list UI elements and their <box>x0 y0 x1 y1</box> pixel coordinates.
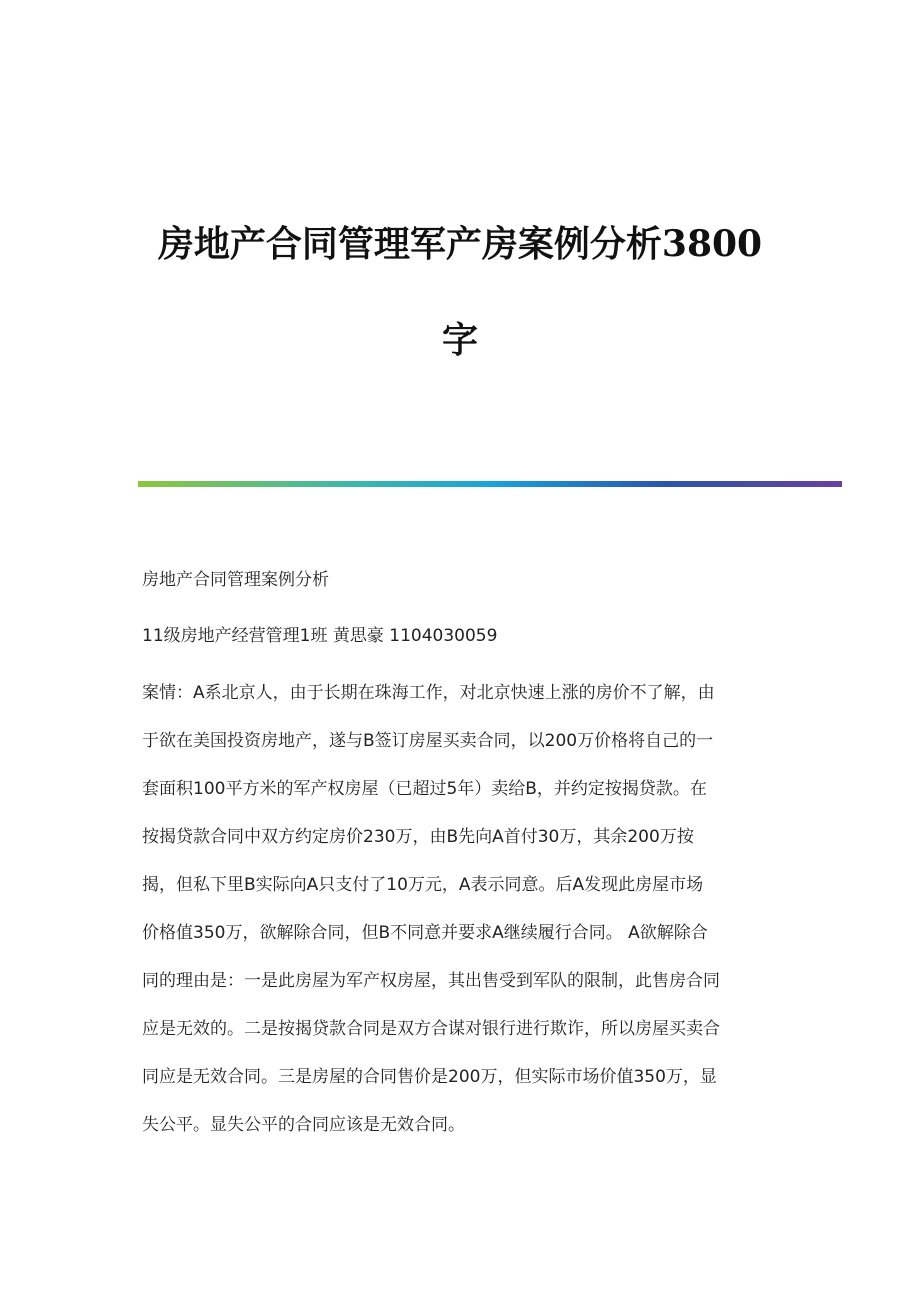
section-subtitle: 房地产合同管理案例分析 <box>142 570 329 590</box>
paragraph-line: 价格值350万，欲解除合同，但B不同意并要求A继续履行合同。 A欲解除合 <box>142 923 708 943</box>
paragraph-line: 套面积100平方米的军产权房屋（已超过5年）卖给B，并约定按揭贷款。在 <box>142 779 707 799</box>
paragraph-line: 按揭贷款合同中双方约定房价230万，由B先向A首付30万，其余200万按 <box>142 827 694 847</box>
paragraph-line: 同应是无效合同。三是房屋的合同售价是200万，但实际市场价值350万，显 <box>142 1067 717 1087</box>
document-title-line-2: 字 <box>441 319 478 361</box>
author-line: 11级房地产经营管理1班 黄思豪 1104030059 <box>142 626 498 646</box>
document-title-line-1: 房地产合同管理军产房案例分析3800 <box>157 223 763 265</box>
paragraph-line: 应是无效的。二是按揭贷款合同是双方合谋对银行进行欺诈，所以房屋买卖合 <box>142 1019 720 1039</box>
gradient-divider <box>138 481 842 487</box>
paragraph-line: 同的理由是：一是此房屋为军产权房屋，其出售受到军队的限制，此售房合同 <box>142 971 720 991</box>
case-paragraph <box>142 669 782 1149</box>
paragraph-line: 案情：A系北京人，由于长期在珠海工作，对北京快速上涨的房价不了解，由 <box>142 683 715 703</box>
paragraph-line: 揭，但私下里B实际向A只支付了10万元，A表示同意。后A发现此房屋市场 <box>142 875 704 895</box>
paragraph-line: 于欲在美国投资房地产，遂与B签订房屋买卖合同，以200万价格将自己的一 <box>142 731 714 751</box>
paragraph-line: 失公平。显失公平的合同应该是无效合同。 <box>142 1115 465 1135</box>
